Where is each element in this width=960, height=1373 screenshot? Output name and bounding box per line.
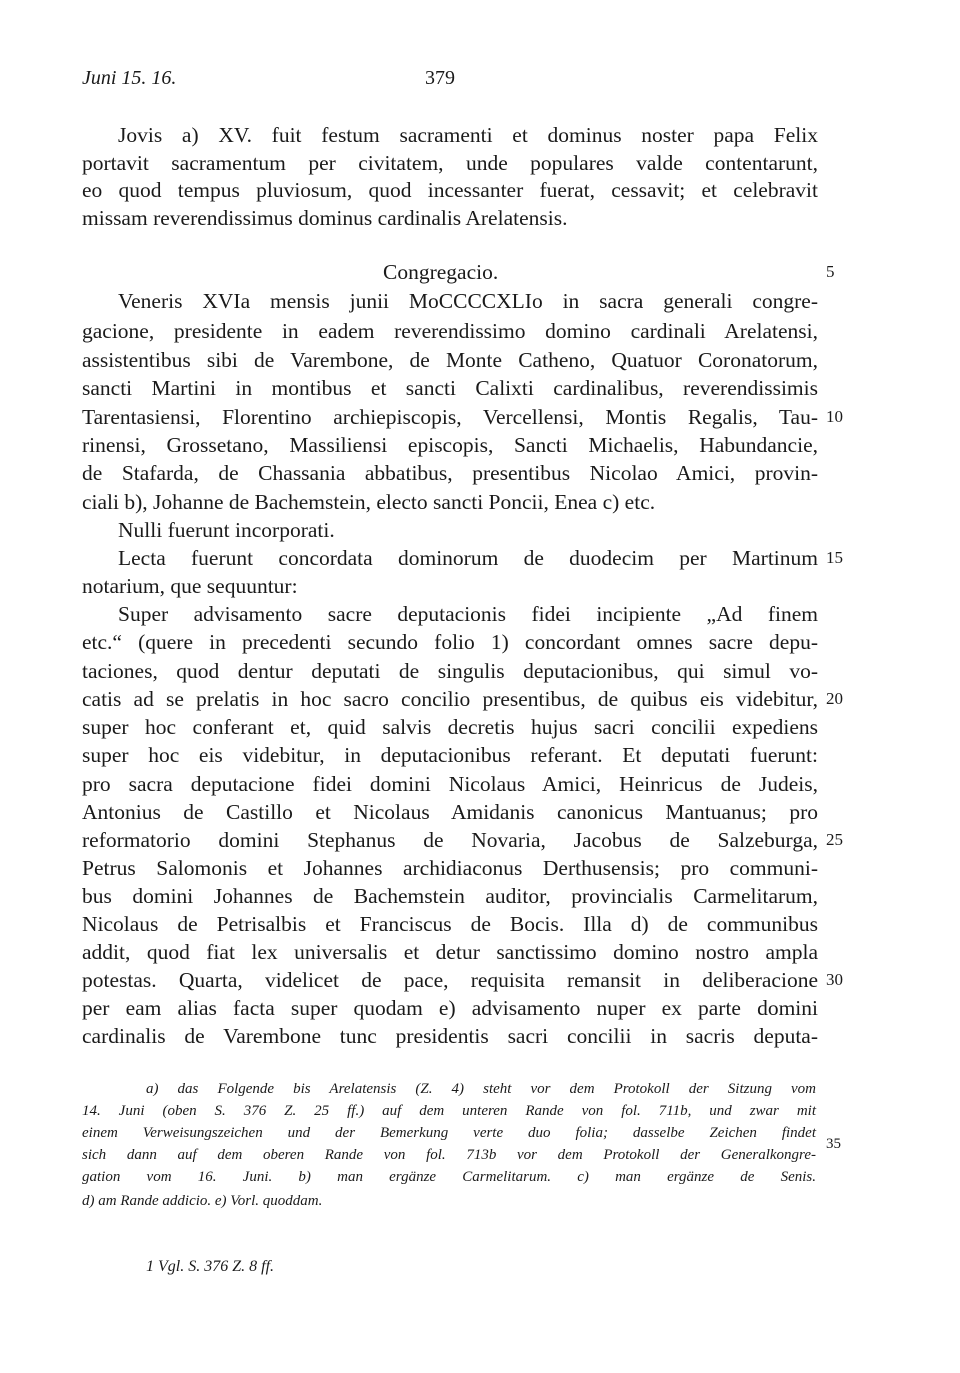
line-number: 5: [826, 262, 835, 281]
section-heading: Congregacio.: [383, 260, 499, 284]
text-line: pro sacra deputacione fidei domini Nicolaus Amici, Heinricus de Judeis,: [82, 772, 818, 796]
line-number: 25: [826, 830, 843, 849]
text-line: super hoc conferant et, quid salvis decretis hujus sacri concilii expediens: [82, 715, 818, 739]
source-note: 1 Vgl. S. 376 Z. 8 ff.: [146, 1258, 275, 1275]
text-line: sancti Martini in montibus et sancti Calixti cardinalibus, reverendissimis: [82, 376, 818, 400]
text-line: eo quod tempus pluviosum, quod incessanter fuerat, cessavit; et celebravit: [82, 178, 818, 202]
text-line: de Stafarda, de Chassania abbatibus, presentibus Nicolao Amici, provin-: [82, 461, 818, 485]
text-line: per eam alias facta super quodam e) advisamento nuper ex parte domini: [82, 996, 818, 1020]
line-number: 20: [826, 689, 843, 708]
text-line: Jovis a) XV. fuit festum sacramenti et dominus noster papa Felix: [118, 123, 818, 147]
text-line: Lecta fuerunt concordata dominorum de duodecim per Martinum: [118, 546, 818, 570]
text-line: Tarentasiensi, Florentino archiepiscopis, Vercellensi, Montis Regalis, Tau-: [82, 405, 818, 429]
text-line: taciones, quod dentur deputati de singulis deputacionibus, qui simul vo-: [82, 659, 818, 683]
line-number: 30: [826, 970, 843, 989]
text-line: rinensi, Grossetano, Massiliensi episcopis, Sancti Michaelis, Habundancie,: [82, 433, 818, 457]
footnote-line: d) am Rande addicio. e) Vorl. quoddam.: [82, 1193, 323, 1209]
line-number: 10: [826, 407, 843, 426]
line-number: 15: [826, 548, 843, 567]
text-line: gacione, presidente in eadem reverendissimo domino cardinali Arelatensi,: [82, 319, 818, 343]
text-line: bus domini Johannes de Bachemstein auditor, provincialis Carmelitarum,: [82, 884, 818, 908]
text-line: reformatorio domini Stephanus de Novaria, Jacobus de Salzeburga,: [82, 828, 818, 852]
footnote-line: sich dann auf dem oberen Rande von fol. 713b vor dem Protokoll der Generalkongre-: [82, 1147, 816, 1163]
text-line: Super advisamento sacre deputacionis fidei incipiente „Ad finem: [118, 602, 818, 626]
footnote-line: 14. Juni (oben S. 376 Z. 25 ff.) auf dem unteren Rande von fol. 711b, und zwar mit: [82, 1103, 816, 1119]
text-line: Nulli fuerunt incorporati.: [118, 518, 335, 542]
text-line: assistentibus sibi de Varembone, de Monte Catheno, Quatuor Coronatorum,: [82, 348, 818, 372]
text-line: super hoc eis videbitur, in deputacionibus referant. Et deputati fuerunt:: [82, 743, 818, 767]
text-line: Antonius de Castillo et Nicolaus Amidanis canonicus Mantuanus; pro: [82, 800, 818, 824]
footnote-line: gation vom 16. Juni. b) man ergänze Carmelitarum. c) man ergänze de Senis.: [82, 1169, 816, 1185]
text-line: addit, quod fiat lex universalis et detur sanctissimo domino nostro ampla: [82, 940, 818, 964]
text-line: potestas. Quarta, videlicet de pace, requisita remansit in deliberacione: [82, 968, 818, 992]
text-line: notarium, que sequuntur:: [82, 574, 298, 598]
footnote-line-number: 35: [826, 1136, 841, 1152]
text-line: Petrus Salomonis et Johannes archidiaconus Derthusensis; pro communi-: [82, 856, 818, 880]
running-header-left: Juni 15. 16.: [82, 67, 177, 89]
text-line: missam reverendissimus dominus cardinalis Arelatensis.: [82, 206, 568, 230]
text-line: cardinalis de Varembone tunc presidentis sacri concilii in sacris deputa-: [82, 1024, 818, 1048]
text-line: catis ad se prelatis in hoc sacro concilio presentibus, de quibus eis videbitur,: [82, 687, 818, 711]
text-line: portavit sacramentum per civitatem, unde populares valde contentarunt,: [82, 151, 818, 175]
footnote-line: a) das Folgende bis Arelatensis (Z. 4) steht vor dem Protokoll der Sitzung vom: [146, 1081, 816, 1097]
page-number: 379: [425, 67, 455, 89]
footnote-line: einem Verweisungszeichen und der Bemerkung verte duo folia; dasselbe Zeichen findet: [82, 1125, 816, 1141]
text-line: etc.“ (quere in precedenti secundo folio 1) concordant omnes sacre depu-: [82, 630, 818, 654]
text-line: Veneris XVIa mensis junii MoCCCCXLIo in sacra generali congre-: [118, 289, 818, 313]
text-line: ciali b), Johanne de Bachemstein, electo sancti Poncii, Enea c) etc.: [82, 490, 656, 514]
text-line: Nicolaus de Petrisalbis et Franciscus de Bocis. Illa d) de communibus: [82, 912, 818, 936]
